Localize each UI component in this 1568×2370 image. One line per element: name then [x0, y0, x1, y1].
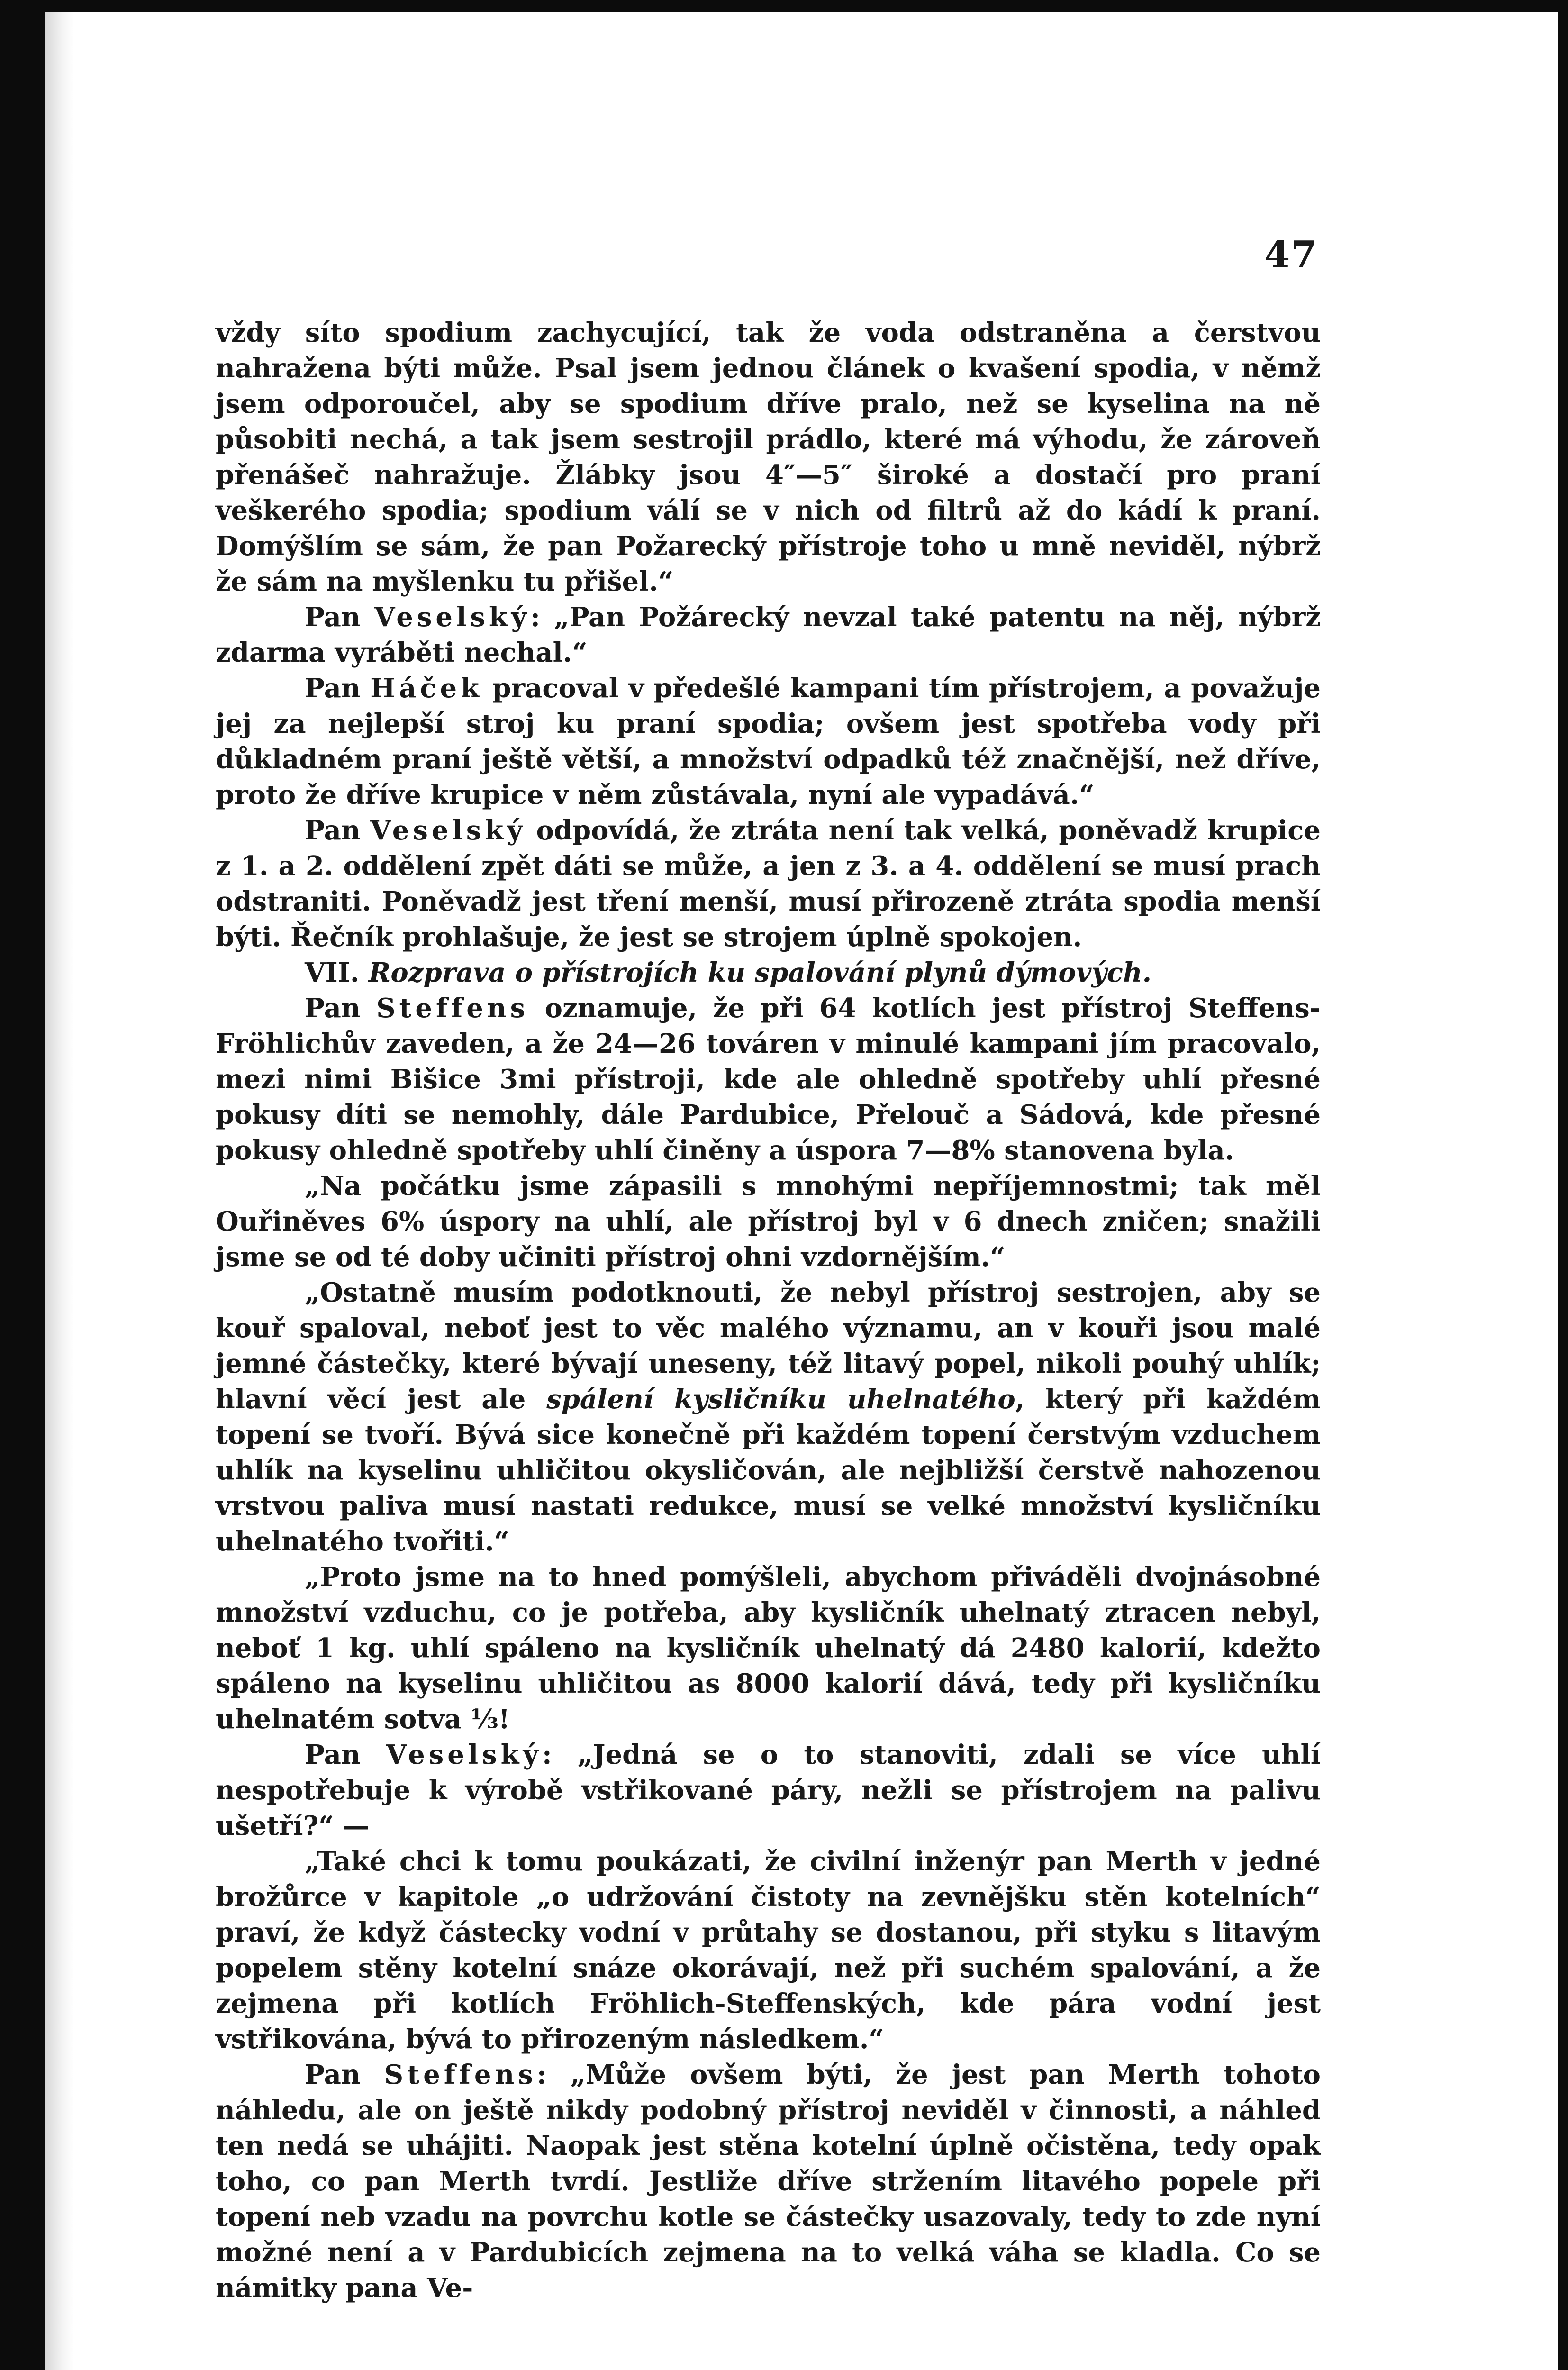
- paragraph: [216, 315, 1321, 600]
- text-run: pracoval v předešlé kampani tím přístrojem, a považuje jej za nejlepší stroj ku praní spodia; ovšem jest spotřeba vody při důkladném praní ještě větší, a množství odpadků též značnější, než dříve, proto že dříve krupice v něm zůstávala, nyní ale vypadává.“: [216, 673, 1321, 811]
- speaker-name: Háček: [370, 673, 483, 704]
- text-run: vždy síto spodium zachycující, tak že voda odstraněna a čerstvou nahražena býti může. Psal jsem jednou článek o kvašení spodia, v němž jsem odporoučel, aby se spodium dříve pralo, než se kyselina na ně působiti nechá, a tak jsem sestrojil prádlo, které má výhodu, že zároveň přenášeč nahražuje. Žlábky jsou 4″—5″ široké a dostačí pro praní veškerého spodia; spodium válí se v nich od filtrů až do kádí k praní. Domýšlím se sám, že pan Požarecký přístroje toho u mně neviděl, nýbrž že sám na myšlenku tu přišel.“: [216, 317, 1321, 597]
- paragraph: [216, 600, 1321, 671]
- text-run: „Proto jsme na to hned pomýšleli, abychom přiváděli dvojnásobné množství vzduchu, co je potřeba, aby kysličník uhelnatý ztracen nebyl, neboť 1 kg. uhlí spáleno na kysličník uhelnatý dá 2480 kalorií, kdežto spáleno na kyselinu uhličitou as 8000 kalorií dává, tedy při kysličníku uhelnatém sotva ⅓!: [216, 1561, 1321, 1735]
- scan-gutter: [45, 12, 74, 2370]
- paragraph: [216, 1844, 1321, 2057]
- speaker-name: Veselský: [370, 815, 526, 846]
- paragraph: [216, 955, 1321, 991]
- text-run: : „Pan Požárecký nevzal také patentu na něj, nýbrž zdarma vyráběti nechal.“: [216, 602, 1321, 668]
- page-number: 47: [1264, 233, 1318, 276]
- text-run: odpovídá, že ztráta není tak velká, poněvadž krupice z 1. a 2. oddělení zpět dáti se může, a jen z 3. a 4. oddělení se musí prach odstraniti. Poněvadž jest tření menší, musí přirozeně ztráta spodia menší býti. Řečník prohlašuje, že jest se strojem úplně spokojen.: [216, 815, 1321, 953]
- text-run: : „Může ovšem býti, že jest pan Merth tohoto náhledu, ale on ještě nikdy podobný přístroj neviděl v činnosti, a náhled ten nedá se uhájiti. Naopak jest stěna kotelní úplně očistěna, tedy opak toho, co pan Merth tvrdí. Jestliže dříve stržením litavého popele při topení neb vzadu na povrchu kotle se částečky usazovaly, tedy to zde nyní možné není a v Pardubicích zejmena na to velká váha se kladla. Co se námitky pana Ve-: [216, 2059, 1321, 2304]
- text-run: „Na počátku jsme zápasili s mnohými nepříjemnostmi; tak měl Ouřiněves 6% úspory na uhlí, ale přístroj byl v 6 dnech zničen; snažili jsme se od té doby učiniti přístroj ohni vzdornějším.“: [216, 1170, 1321, 1273]
- paragraph: [216, 1275, 1321, 1559]
- text-run: : „Jedná se o to stanoviti, zdali se více uhlí nespotřebuje k výrobě vstřikované páry, nežli se přístrojem na palivu ušetří?“ —: [216, 1739, 1321, 1841]
- scan-edge-top: [0, 0, 1568, 12]
- scan-edge-right: [1558, 0, 1568, 2370]
- paragraph: [216, 991, 1321, 1168]
- text-run: , který při každém topení se tvoří. Bývá sice konečně při každém topení čerstvým vzduchem uhlík na kyselinu uhličitou okysličován, ale nejbližší čerstvě nahozenou vrstvou paliva musí nastati redukce, musí se velké množství kysličníku uhelnatého tvořiti.“: [216, 1384, 1321, 1557]
- text-run: Pan: [305, 815, 371, 846]
- speaker-name: Steffens: [384, 2059, 537, 2090]
- speaker-name: Veselský: [374, 602, 531, 633]
- emphasis-text: Rozprava o přístrojích ku spalování plynů dýmových.: [368, 957, 1152, 988]
- paragraph: [216, 1559, 1321, 1737]
- text-run: „Také chci k tomu poukázati, že civilní inženýr pan Merth v jedné brožůrce v kapitole „o udržování čistoty na zevnějšku stěn kotelních“ praví, že když částecky vodní v průtahy se dostanou, při styku s litavým popelem stěny kotelní snáze okorávají, než při suchém spalování, a že zejmena při kotlích Fröhlich-Steffenských, kde pára vodní jest vstřikována, bývá to přirozeným následkem.“: [216, 1846, 1321, 2055]
- text-run: Pan: [305, 673, 371, 704]
- paragraph: [216, 671, 1321, 813]
- paragraph: [216, 1737, 1321, 1844]
- paragraph: [216, 2057, 1321, 2306]
- speaker-name: Steffens: [376, 993, 529, 1024]
- scan-edge-left: [0, 0, 45, 2370]
- speaker-name: Veselský: [386, 1739, 542, 1770]
- text-run: Pan: [305, 1739, 386, 1770]
- text-run: VII.: [305, 957, 369, 988]
- emphasis-text: spálení kysličníku uhelnatého: [546, 1384, 1015, 1415]
- text-run: Pan: [305, 2059, 384, 2090]
- paragraph: [216, 813, 1321, 955]
- text-run: Pan: [305, 993, 377, 1024]
- text-run: oznamuje, že při 64 kotlích jest přístroj Steffens-Fröhlichův zaveden, a že 24—26 továren v minulé kampani jím pracovalo, mezi nimi Bišice 3mi přístroji, kde ale ohledně spotřeby uhlí přesné pokusy díti se nemohly, dále Pardubice, Přelouč a Sádová, kde přesné pokusy ohledně spotřeby uhlí činěny a úspora 7—8% stanovena byla.: [216, 993, 1321, 1166]
- body-text: [216, 315, 1321, 2306]
- text-run: „Ostatně musím podotknouti, že nebyl přístroj sestrojen, aby se kouř spaloval, neboť jest to věc malého významu, an v kouři jsou malé jemné částečky, které bývají uneseny, též litavý popel, nikoli pouhý uhlík; hlavní věcí jest ale: [216, 1277, 1321, 1415]
- paragraph: [216, 1168, 1321, 1275]
- text-run: Pan: [305, 602, 374, 633]
